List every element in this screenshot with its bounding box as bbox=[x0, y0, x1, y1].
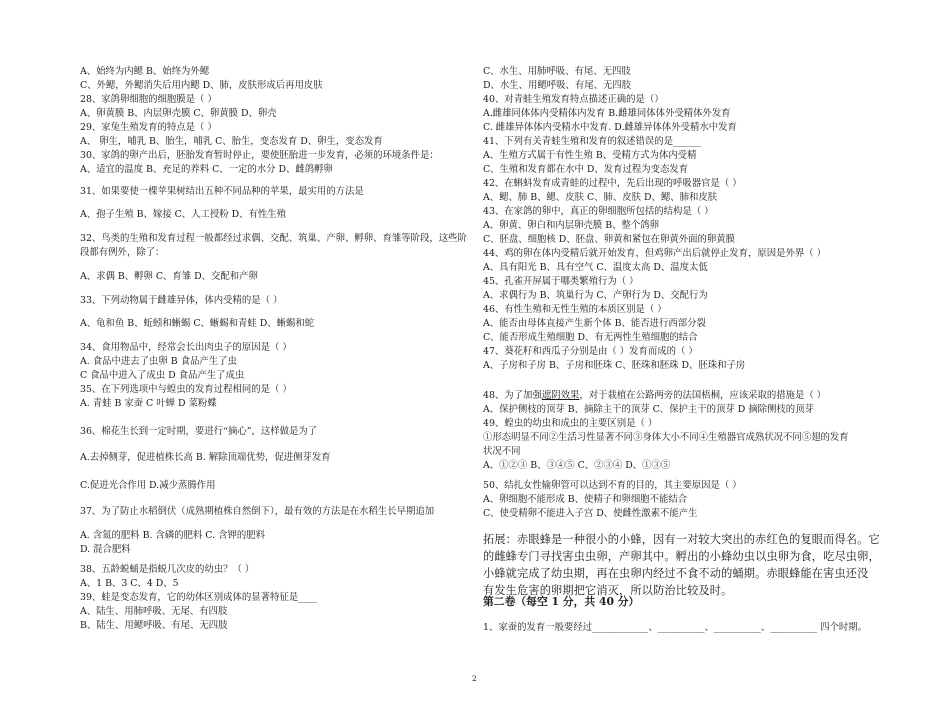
left-text-line: A.去掉侧芽，促进植株长高 B. 解除顶端优势，促进侧芽发育 bbox=[80, 452, 331, 463]
right-text-line: C、使受精卵不能进入子宫 D、使雌性激素不能产生 bbox=[483, 508, 698, 519]
left-text-line: A. 青蛙 B 家蚕 C 叶蝉 D 菜粉蝶 bbox=[80, 398, 217, 409]
question-48-stem: 48、为了加强遮阴效果，对于栽植在公路两旁的法国梧桐，应该采取的措施是（ ） bbox=[483, 390, 827, 401]
left-text-line: 39、蛙是变态发育，它的幼体区别成体的显著特征是____ bbox=[80, 592, 317, 603]
left-text-line: A、求偶 B、孵卵 C、育雏 D、交配和产卵 bbox=[80, 271, 258, 282]
left-text-line: 32、鸟类的生殖和发育过程一般都经过求偶、交配、筑巢、产卵、孵卵、育雏等阶段，这些阶 bbox=[80, 233, 467, 244]
right-text-line: C、水生、用肺呼吸、有尾、无四肢 bbox=[483, 66, 631, 77]
left-text-line: A、卵黄膜 B、内层卵壳膜 C、卵黄膜 D、卵壳 bbox=[80, 108, 277, 119]
left-text-line: C、外鳃，外鳃消失后用内鳃 D、肺，皮肤形成后再用皮肤 bbox=[80, 80, 323, 91]
left-text-line: A、龟和鱼 B、蚯蚓和蜥蜴 C、蜥蜴和青蛙 D、蜥蜴和蛇 bbox=[80, 318, 315, 329]
right-text-line: C. 雌雄异体体内受精水中发育. D.雌雄异体体外受精水中发育 bbox=[483, 122, 737, 133]
left-text-line: A、陆生、用肺呼吸、无尾、有四肢 bbox=[80, 606, 228, 617]
left-text-line: A、始终为内鳃 B、始终为外鳃 bbox=[80, 66, 210, 77]
extension-line: 有发生危害的卵期把它消灭，所以防治比较及时。 bbox=[483, 584, 733, 597]
right-text-line: A、卵细胞不能形成 B、使精子和卵细胞不能结合 bbox=[483, 494, 688, 505]
right-text-line: A、能否由母体直接产生新个体 B、能否进行西部分裂 bbox=[483, 318, 706, 329]
left-text-line: A. 食品中进去了虫卵 B 食品产生了虫 bbox=[80, 356, 237, 367]
right-text-line: A、具有阳光 B、具有空气 C、温度太高 D、温度太低 bbox=[483, 262, 708, 273]
left-text-line: 33、下列动物属于雌雄异体，体内受精的是（ ） bbox=[80, 295, 283, 306]
left-text-line: 36、棉花生长到一定时期，要进行“摘心”，这样做是为了 bbox=[80, 426, 318, 437]
right-text-line: 43、在家鸽的卵中，真正的卵细胞所包括的结构是（ ） bbox=[483, 206, 714, 217]
page-number: 2 bbox=[472, 674, 477, 683]
right-text-line: A、子房和子房 B、子房和胚珠 C、胚珠和胚珠 D、胚珠和子房 bbox=[483, 360, 746, 371]
left-text-line: A、 卵生，哺乳 B、胎生，哺乳 C、胎生，变态发育 D、卵生，变态发育 bbox=[80, 136, 383, 147]
right-text-line: C、能否形成生殖细胞 D、有无两性生殖细胞的结合 bbox=[483, 332, 698, 343]
left-text-line: 34、食用物品中，经常会长出肉虫子的原因是（ ） bbox=[80, 342, 292, 353]
left-text-line: 29、家兔生殖发育的特点是（ ） bbox=[80, 122, 217, 133]
left-text-line: 35、在下列选项中与蝗虫的发育过程相同的是（ ） bbox=[80, 384, 292, 395]
underlined-term: 遮阴效果 bbox=[541, 390, 580, 401]
right-text-line: A、鳃、肺 B、鳃、皮肤 C、肺、皮肤 D、鳃、肺和皮肤 bbox=[483, 192, 718, 203]
left-text-line: A. 含氮的肥料 B. 含磷的肥料 C. 含钾的肥料 bbox=[80, 530, 265, 541]
right-text-line: 状况不同 bbox=[483, 446, 521, 457]
left-text-line: 30、家鸽的卵产出后，胚胎发育暂时停止，要使胚胎进一步发育，必须的环境条件是： bbox=[80, 150, 439, 161]
left-text-line: A、适宜的温度 B、充足的养料 C、一定的水分 D、雌鸽孵卵 bbox=[80, 164, 333, 175]
left-text-line: A、1 B、3 C、4 D、5 bbox=[80, 578, 179, 589]
right-text-line: D、水生、用鳃呼吸、有尾、无四肢 bbox=[483, 80, 632, 91]
right-text-line: 40、对青蛙生殖发育特点描述正确的是（） bbox=[483, 94, 664, 105]
right-text-line: 44、鸡的卵在体内受精后就开始发育，但鸡卵产出后就停止发育，原因是外界（ ） bbox=[483, 248, 827, 259]
left-text-line: 31、如果要使一棵苹果树结出五种不同品种的苹果，最实用的方法是 bbox=[80, 186, 364, 197]
right-text-line: A、①②③ B、③④⑤ C、②③④ D、①③⑤ bbox=[483, 460, 671, 471]
left-text-line: 38、五龄蜕蛹是指蜕几次皮的幼虫？（ ） bbox=[80, 564, 255, 575]
right-text-line: A、求偶行为 B、筑巢行为 C、产卵行为 D、交配行为 bbox=[483, 290, 708, 301]
right-text-line: 45、孔雀开屏属于哪类繁殖行为（ ） bbox=[483, 276, 639, 287]
right-text-line: A、生殖方式属于有性生殖 B、受精方式为体内受精 bbox=[483, 150, 697, 161]
extension-line: 小蜂就完成了幼虫期，再在虫卵内经过不食不动的蛹期。赤眼蜂能在害虫还没 bbox=[483, 567, 869, 580]
right-text-line: 41、下列有关青蛙生殖和发育的叙述错误的是______ bbox=[483, 136, 702, 147]
fill-question-1: 1、家蚕的发育一般要经过____________、__________、__________、__________ 四个时期。 bbox=[483, 622, 867, 633]
extension-line: 的雌蜂专门寻找害虫虫卵，产卵其中。孵出的小蜂幼虫以虫卵为食，吃尽虫卵， bbox=[483, 550, 880, 563]
left-text-line: C.促进光合作用 D.减少蒸腾作用 bbox=[80, 480, 216, 491]
right-text-line: C、生殖和发育都在水中 D、发育过程为变态发育 bbox=[483, 164, 689, 175]
right-text-line: ①形态明显不同②生活习性显著不同③身体大小不同④生殖器官成熟状况不同⑤翅的发育 bbox=[483, 432, 849, 443]
section-title: 第二卷（每空 1 分，共 40 分） bbox=[483, 595, 640, 608]
left-text-line: 28、家鸽卵细胞的细胞膜是（ ） bbox=[80, 94, 217, 105]
left-text-line: A、孢子生殖 B、嫁接 C、人工授粉 D、有性生殖 bbox=[80, 209, 287, 220]
left-text-line: 37、为了防止水稻倒伏（成熟期植株自然倒下），最有效的方法是在水稻生长早期追加 bbox=[80, 506, 435, 517]
left-text-line: 段都有例外，除了： bbox=[80, 247, 165, 258]
right-text-line: 49、蝗虫的幼虫和成虫的主要区别是（ ） bbox=[483, 418, 658, 429]
question-48-options: A、保护侧枝的顶芽 B、摘除主干的顶芽 C、保护主干的顶芽 D 摘除侧枝的顶芽 bbox=[483, 404, 814, 415]
right-text-line: C、胚盘、细胞核 D、胚盘、卵黄和紧包在卵黄外面的卵黄膜 bbox=[483, 234, 736, 245]
right-text-line: A、卵黄、卵白和内层卵壳膜 B、整个鸽卵 bbox=[483, 220, 660, 231]
extension-line: 拓展：赤眼蜂是一种很小的小蜂，因有一对较大突出的赤红色的复眼而得名。它 bbox=[483, 533, 880, 546]
right-text-line: 50、结扎女性输卵管可以达到不育的目的，其主要原因是（ ） bbox=[483, 480, 742, 491]
right-text-line: 42、在蝌蚪发育成青蛙的过程中，先后出现的呼吸器官是（ ） bbox=[483, 178, 742, 189]
right-text-line: 47、葵花籽和西瓜子分别是由（ ）发育而成的（ ） bbox=[483, 346, 698, 357]
left-text-line: B、陆生、用鳃呼吸、有尾、无四肢 bbox=[80, 620, 228, 631]
left-text-line: D. 混合肥料 bbox=[80, 544, 131, 555]
left-text-line: C 食品中进入了成虫 D 食品产生了成虫 bbox=[80, 370, 245, 381]
right-text-line: A.雌雄同体体内受精体内发育 B.雌雄同体体外受精体外发育 bbox=[483, 108, 731, 119]
right-text-line: 46、有性生殖和无性生殖的本质区别是（ ） bbox=[483, 304, 667, 315]
